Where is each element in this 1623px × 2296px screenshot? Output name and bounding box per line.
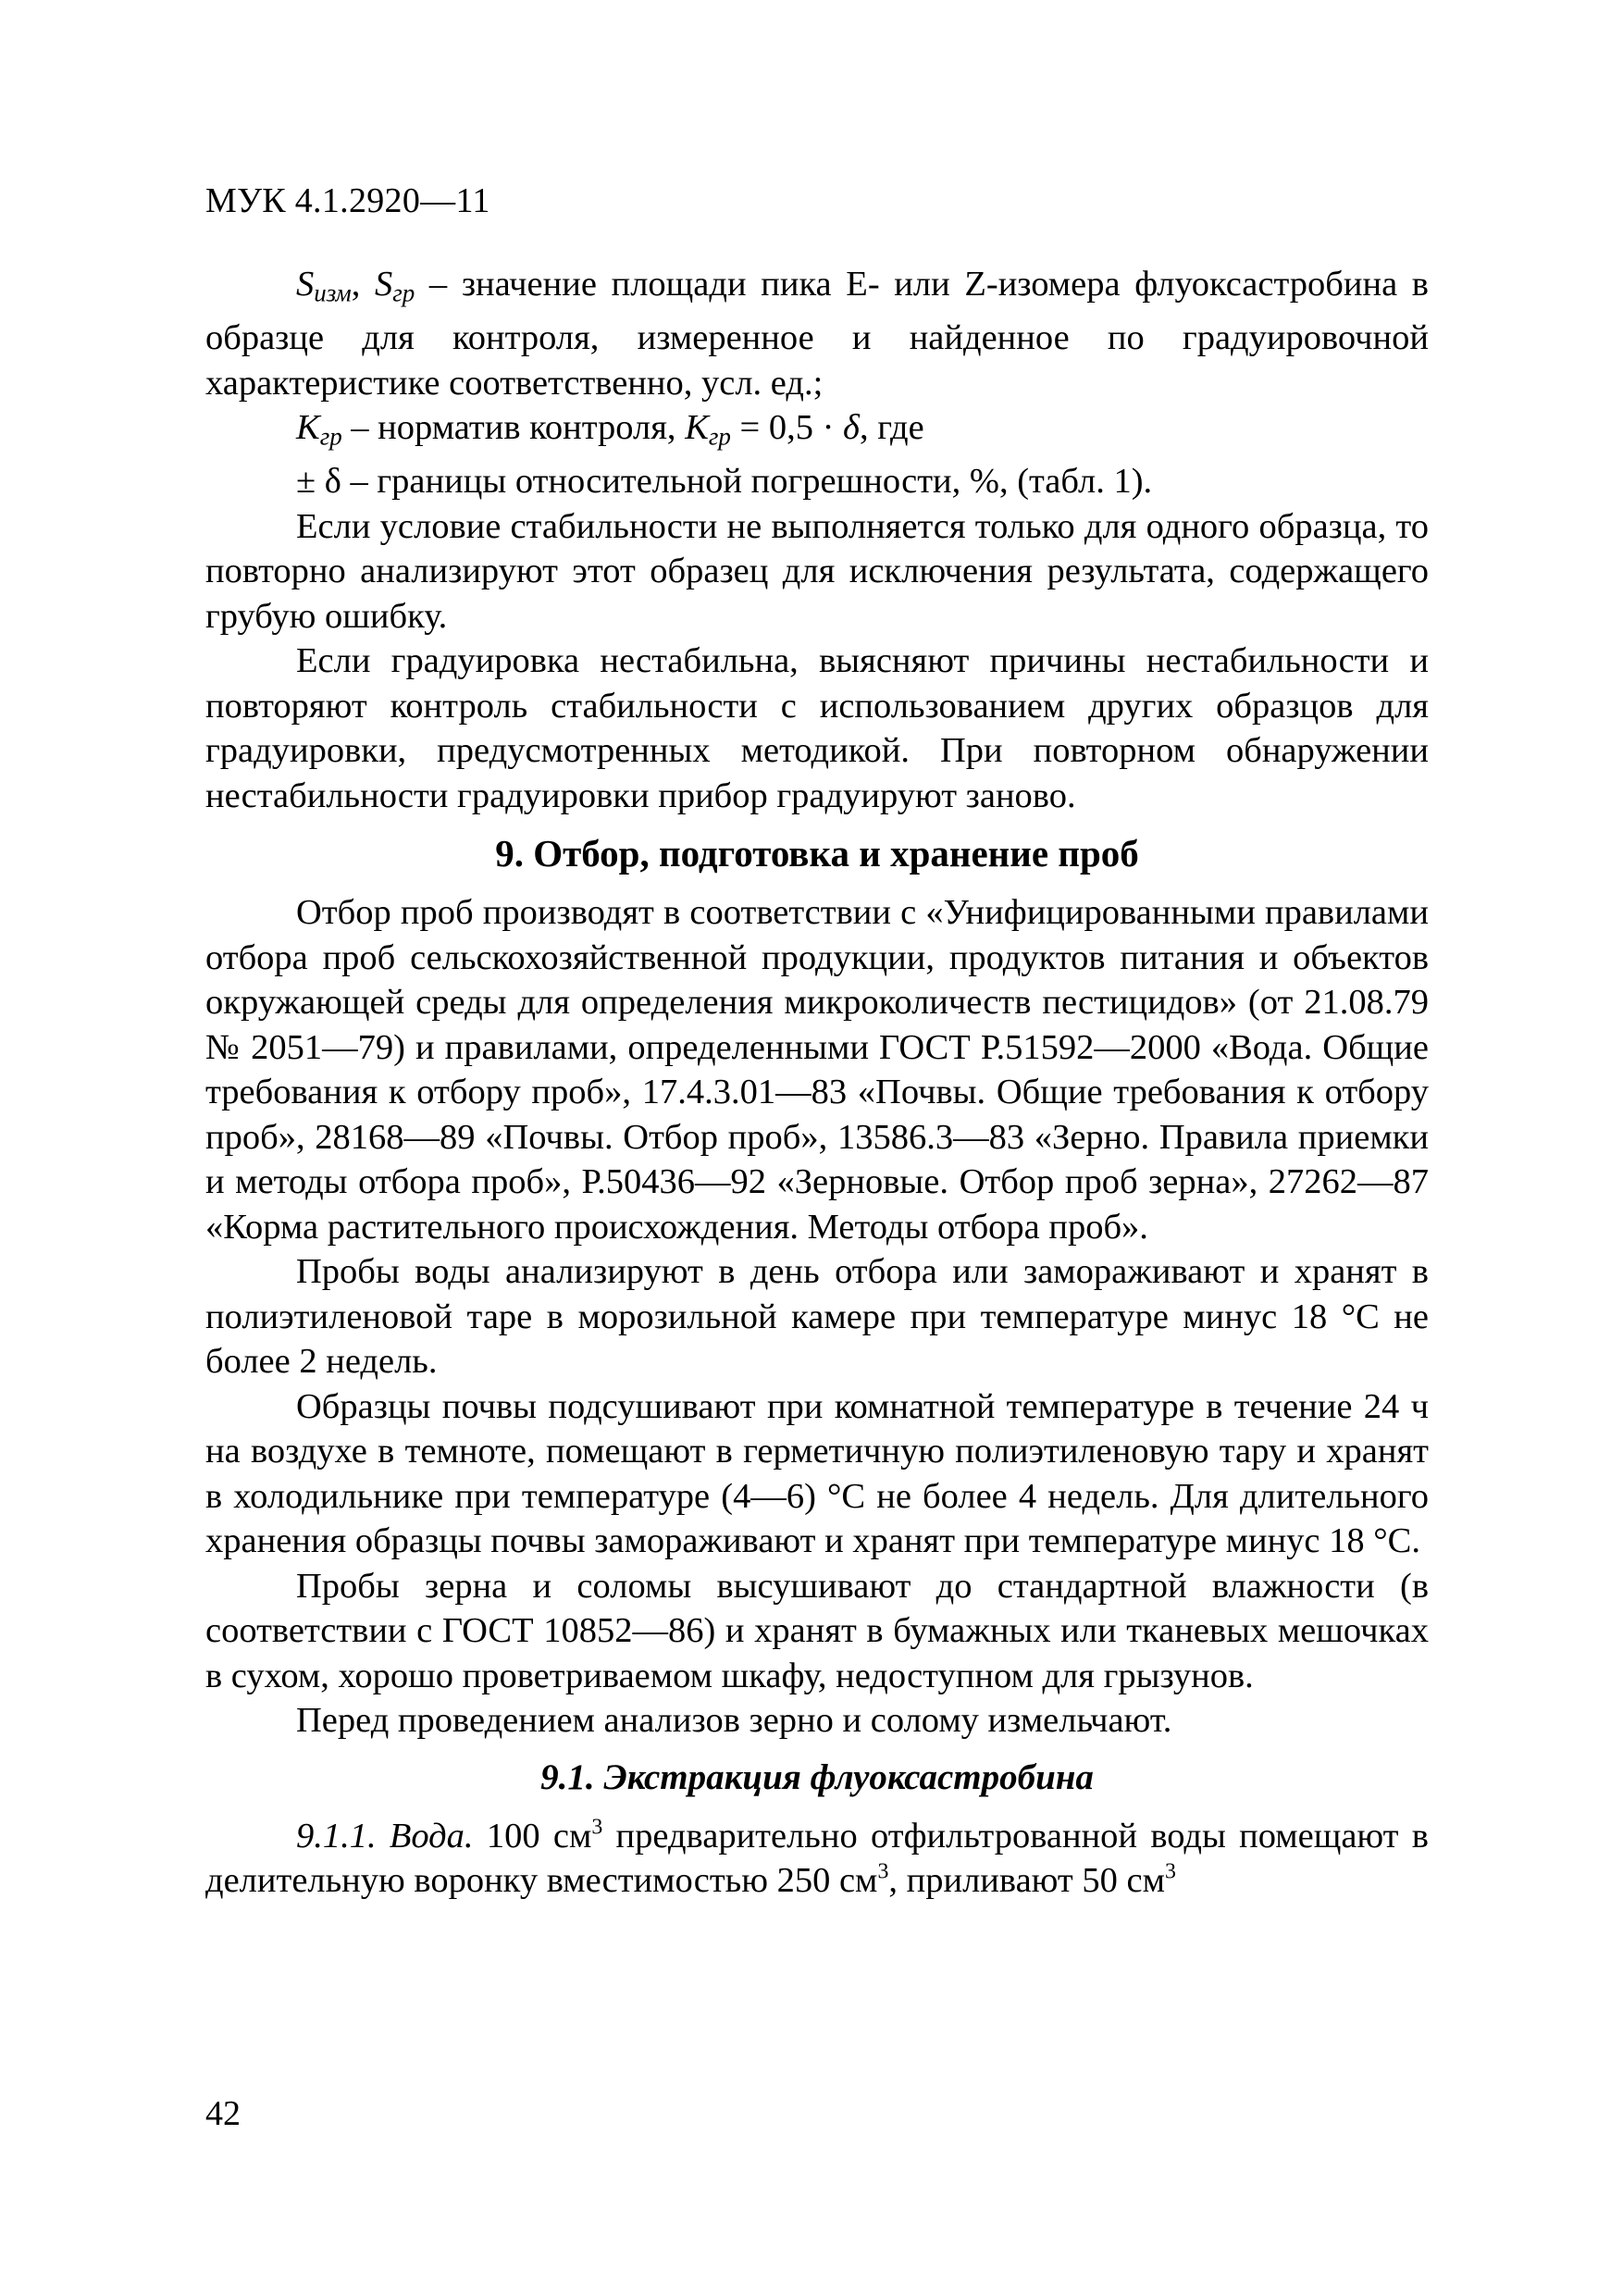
definition-delta: ± δ – границы относительной погрешности, %, (табл. 1). (296, 462, 1153, 502)
paragraph-soil-samples: Образцы почвы подсушивают при комнатной температуре в течение 24 ч на воздухе в темноте, помещают в герметичную полиэтиленовую тару и хранят в холодильнике при температуре (4—6) °С не более 4 недель. Для длительного хранения образцы почвы замораживают и хранят при температуре минус 18 °С. (205, 1386, 1429, 1561)
paragraph-grinding: Перед проведением анализов зерно и солому измельчают. (296, 1701, 1172, 1741)
definition-k: $K_{гр}$ – норматив контроля, $K_{гр} = 0,5 \cdot \delta$, где (296, 408, 924, 451)
paragraph-stability-single: Если условие стабильности не выполняется только для одного образца, то повторно анализируют этот образец для исключения результата, содержащего грубую ошибку. (205, 506, 1429, 636)
subsection-lead: 9.1.1. Вода. (296, 1816, 474, 1855)
text-column (205, 262, 1429, 1904)
paragraph-grain-samples: Пробы зерна и соломы высушивают до стандартной влажности (в соответствии с ГОСТ 10852—86) и хранят в бумажных или тканевых мешочках в сухом, хорошо проветриваемом шкафу, недоступном для грызунов. (205, 1566, 1429, 1695)
paragraph-stability-unstable: Если градуировка нестабильна, выясняют причины нестабильности и повторяют контроль стабильности с использованием других образцов для градуировки, предусмотренных методикой. При повторном обнаружении нестабильности градуировки прибор градуируют заново. (205, 641, 1429, 815)
document-code-header: МУК 4.1.2920—11 (205, 181, 490, 220)
section-9-heading: 9. Отбор, подготовка и хранение проб (495, 832, 1139, 875)
definition-s-text: – значение площади пика E- или Z-изомера флуоксастробина в образце для контроля, измеренное и найденное по градуировочной характеристике соответственно, усл. ед.; (205, 265, 1429, 403)
paragraph-sampling-rules: Отбор проб производят в соответствии с «Унифицированными правилами отбора проб сельскохозяйственной продукции, продуктов питания и объектов окружающей среды для определения микроколичеств пестицидов» (от 21.08.79 № 2051—79) и правилами, определенными ГОСТ Р.51592—2000 «Вода. Общие требования к отбору проб», 17.4.3.01—83 «Почвы. Общие требования к отбору проб», 28168—89 «Почвы. Отбор проб», 13586.3—83 «Зерно. Правила приемки и методы отбора проб», Р.50436—92 «Зерновые. Отбор проб зерна», 27262—87 «Корма растительного происхождения. Методы отбора проб». (205, 893, 1429, 1247)
s-izm-subscript: изм (314, 279, 352, 307)
definition-s: $S_{изм}$, $S_{гр}$ – значение площади пика E- или Z-изомера флуоксастробина в образце для контроля, измеренное и найденное по градуировочной характеристике соответственно, усл. ед.; (205, 265, 1429, 403)
paragraph-water-samples: Пробы воды анализируют в день отбора или замораживают и хранят в полиэтиленовой таре в морозильной камере при температуре минус 18 °С не более 2 недель. (205, 1252, 1429, 1382)
section-9-1-heading: 9.1. Экстракция флуоксастробина (540, 1756, 1094, 1797)
s-gr-subscript: гр (392, 279, 415, 307)
page-number: 42 (205, 2094, 241, 2133)
paragraph-water-extraction: 9.1.1. Вода. 100 $см^3$ предварительно отфильтрованной воды помещают в делительную воронку вместимостью 250 $см^3$, приливают 50 $см^3$ (205, 1815, 1429, 1901)
